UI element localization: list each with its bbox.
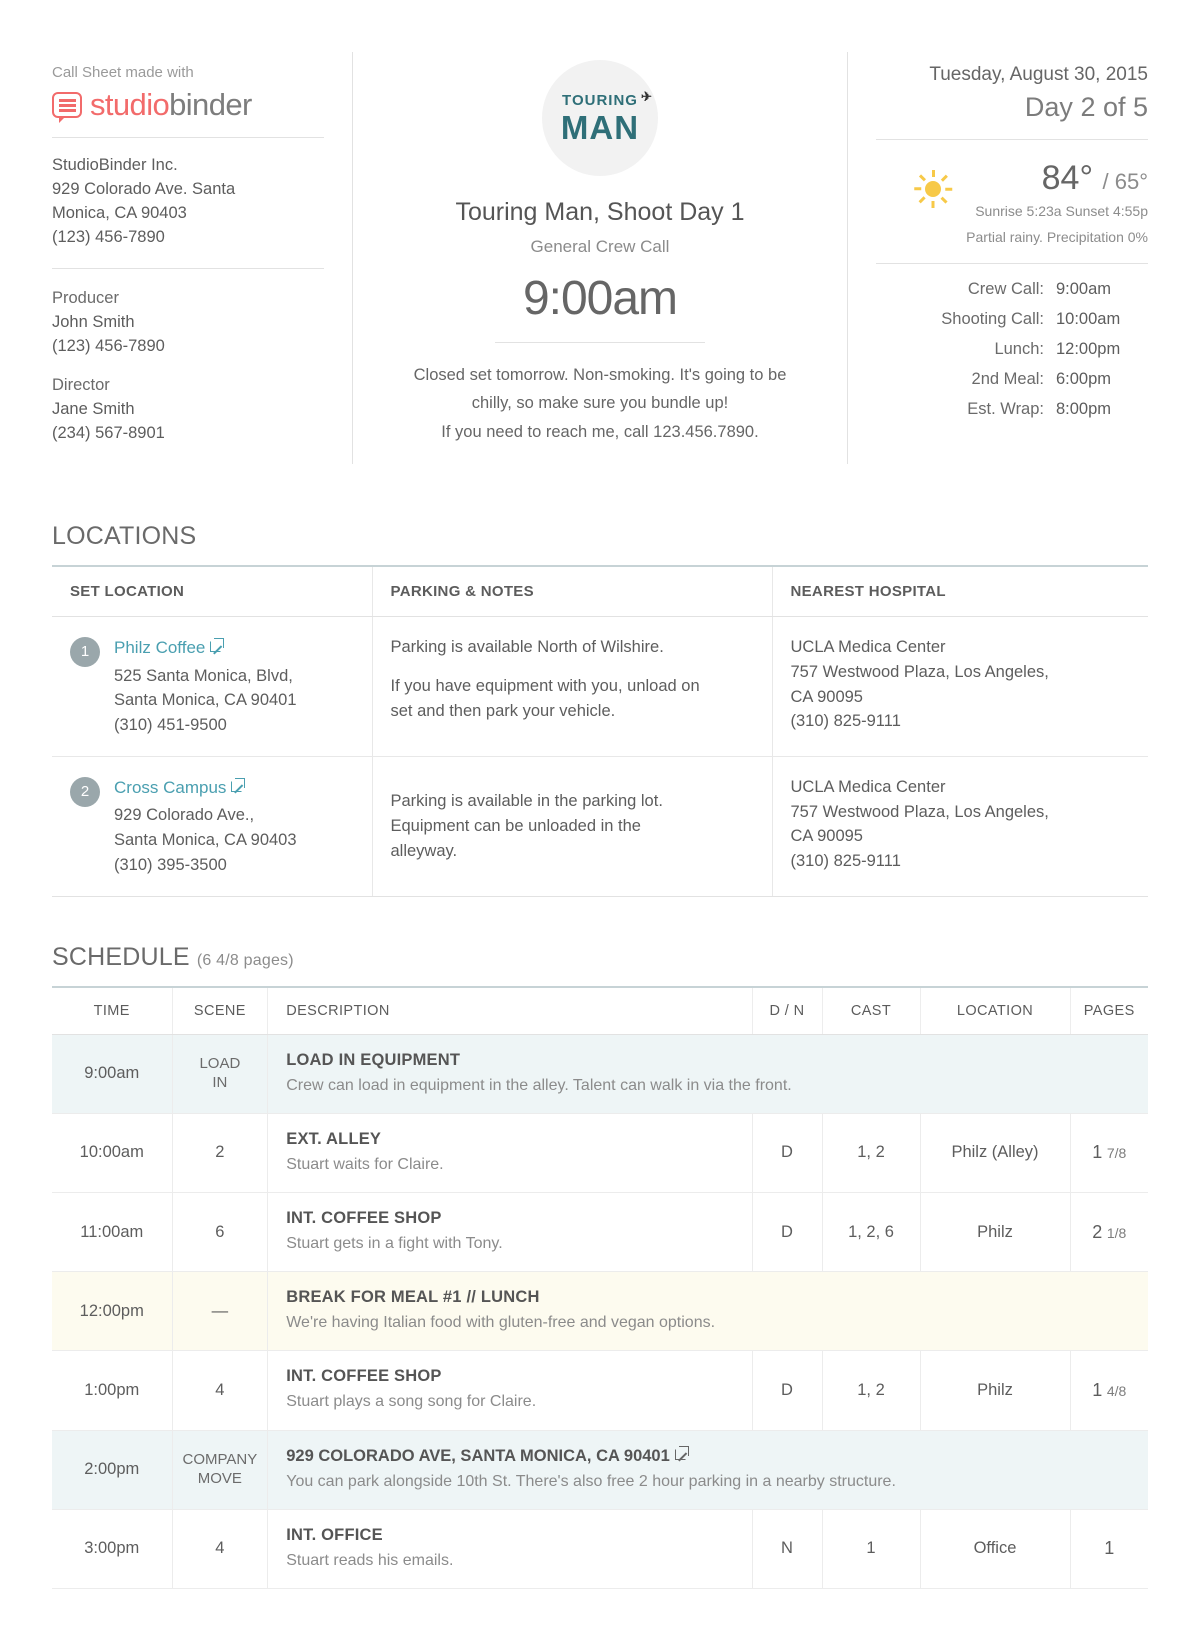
company-move-address xyxy=(286,1447,1130,1466)
schedule-scene: 2 xyxy=(172,1113,268,1192)
schedule-section-title xyxy=(52,943,1148,972)
schedule-description-sub: Crew can load in equipment in the alley. Talent can walk in via the front. xyxy=(286,1076,792,1094)
call-time-row xyxy=(876,370,1148,389)
contact-producer-role: Producer xyxy=(52,288,119,307)
schedule-cast: 1, 2 xyxy=(822,1113,920,1192)
schedule-scene: 4 xyxy=(172,1351,268,1430)
call-time-label: 2nd Meal: xyxy=(971,369,1044,388)
header-left-column xyxy=(52,52,352,464)
schedule-table xyxy=(52,986,1148,1589)
call-time-label: Lunch: xyxy=(994,339,1044,358)
schedule-pages-fraction: 4/8 xyxy=(1106,1382,1127,1399)
airplane-icon: ✈ xyxy=(641,88,653,104)
hospital-cell xyxy=(772,617,1148,757)
shoot-day-counter: Day 2 of 5 xyxy=(876,92,1148,140)
weather-conditions: Partial rainy. Precipitation 0% xyxy=(966,229,1148,246)
studiobinder-wordmark xyxy=(90,87,252,123)
schedule-description-title: EXT. ALLEY xyxy=(286,1129,382,1148)
schedule-pages-whole: 1 xyxy=(1104,1538,1115,1559)
schedule-time: 11:00am xyxy=(52,1193,172,1272)
call-time-label: Shooting Call: xyxy=(941,309,1044,328)
contact-producer-phone: (123) 456-7890 xyxy=(52,336,165,355)
call-time-label: Est. Wrap: xyxy=(967,399,1044,418)
call-time-row xyxy=(876,310,1148,329)
parking-line-3: alleyway. xyxy=(390,841,458,860)
schedule-pages xyxy=(1070,1193,1148,1272)
company-phone: (123) 456-7890 xyxy=(52,227,165,246)
schedule-scene-line-2: IN xyxy=(212,1073,228,1091)
schedule-time: 1:00pm xyxy=(52,1351,172,1430)
schedule-pages-whole: 1 xyxy=(1092,1379,1103,1400)
schedule-cast: 1, 2, 6 xyxy=(822,1193,920,1272)
schedule-location: Philz (Alley) xyxy=(920,1113,1070,1192)
parking-line-1: Parking is available North of Wilshire. xyxy=(390,638,664,657)
schedule-scene xyxy=(172,1034,268,1113)
col-time: TIME xyxy=(52,987,172,1035)
schedule-description xyxy=(268,1113,752,1192)
col-scene: SCENE xyxy=(172,987,268,1035)
contact-producer-name: John Smith xyxy=(52,312,135,331)
col-pages: PAGES xyxy=(1070,987,1148,1035)
company-name: StudioBinder Inc. xyxy=(52,156,178,174)
company-address-block xyxy=(52,138,324,269)
schedule-description-title: BREAK FOR MEAL #1 // LUNCH xyxy=(286,1288,540,1307)
production-logo xyxy=(542,60,658,176)
schedule-description xyxy=(268,1351,752,1430)
production-note-line-3: If you need to reach me, call 123.456.7890. xyxy=(441,422,759,441)
call-time-value: 6:00pm xyxy=(1056,369,1112,388)
table-row xyxy=(52,1193,1148,1272)
schedule-pages xyxy=(1070,1351,1148,1430)
schedule-scene-line-1: LOAD xyxy=(199,1054,241,1072)
col-day-night: D / N xyxy=(752,987,822,1035)
parking-notes-cell xyxy=(372,617,772,757)
brand-part-a: studio xyxy=(90,87,170,122)
contact-producer xyxy=(52,287,324,359)
schedule-time: 12:00pm xyxy=(52,1272,172,1351)
schedule-pages-whole: 2 xyxy=(1092,1221,1103,1242)
production-logo-top-text: TOURING xyxy=(562,91,638,109)
weather-block xyxy=(876,140,1148,264)
parking-line-2: Equipment can be unloaded in the xyxy=(390,816,641,835)
schedule-description-title: INT. COFFEE SHOP xyxy=(286,1209,442,1227)
production-logo-bottom: MAN xyxy=(560,108,640,146)
hospital-phone: (310) 825-9111 xyxy=(790,852,901,871)
location-cell xyxy=(52,617,372,757)
schedule-description-sub: You can park alongside 10th St. There's also free 2 hour parking in a nearby structure. xyxy=(286,1472,896,1490)
schedule-pages xyxy=(1070,1509,1148,1588)
contact-director-phone: (234) 567-8901 xyxy=(52,424,165,443)
table-row xyxy=(52,1430,1148,1509)
schedule-scene-line-1: COMPANY xyxy=(182,1450,258,1468)
locations-section-title: LOCATIONS xyxy=(52,522,197,551)
schedule-scene-line-2: MOVE xyxy=(197,1469,242,1487)
hospital-name: UCLA Medica Center xyxy=(790,638,946,657)
page-title: Touring Man, Shoot Day 1 xyxy=(455,198,745,226)
schedule-scene xyxy=(172,1430,268,1509)
col-nearest-hospital: NEAREST HOSPITAL xyxy=(772,566,1148,617)
schedule-location: Philz xyxy=(920,1351,1070,1430)
table-row xyxy=(52,1351,1148,1430)
schedule-description-sub: Stuart reads his emails. xyxy=(286,1551,454,1569)
location-number-badge: 2 xyxy=(70,777,100,807)
location-phone: (310) 395-3500 xyxy=(114,855,227,874)
hospital-name: UCLA Medica Center xyxy=(790,777,946,796)
hospital-address-2: CA 90095 xyxy=(790,827,863,846)
schedule-time: 3:00pm xyxy=(52,1509,172,1588)
hospital-address-1: 757 Westwood Plaza, Los Angeles, xyxy=(790,662,1049,681)
call-time-row xyxy=(876,280,1148,299)
call-time-value: 10:00am xyxy=(1056,309,1121,328)
location-address-2: Santa Monica, CA 90401 xyxy=(114,691,297,710)
schedule-pages-whole: 1 xyxy=(1092,1142,1103,1163)
contact-spacer xyxy=(52,358,324,374)
schedule-scene: — xyxy=(172,1272,268,1351)
schedule-time: 9:00am xyxy=(52,1034,172,1113)
call-time-label: Crew Call: xyxy=(967,279,1044,298)
weather-details xyxy=(966,160,1148,249)
general-crew-call-time: 9:00am xyxy=(522,272,678,325)
schedule-description xyxy=(268,1509,752,1588)
shoot-date: Tuesday, August 30, 2015 xyxy=(929,64,1148,85)
location-address-1: 525 Santa Monica, Blvd, xyxy=(114,666,293,685)
col-set-location: SET LOCATION xyxy=(52,566,372,617)
weather-low: / 65° xyxy=(1102,169,1148,194)
sun-icon xyxy=(914,170,952,208)
col-parking-notes: PARKING & NOTES xyxy=(372,566,772,617)
external-link-icon[interactable] xyxy=(210,641,221,652)
locations-table xyxy=(52,565,1148,897)
table-row xyxy=(52,756,1148,896)
made-with-label: Call Sheet made with xyxy=(52,64,194,81)
schedule-day-night: D xyxy=(752,1193,822,1272)
location-cell xyxy=(52,756,372,896)
external-link-icon[interactable] xyxy=(675,1449,686,1460)
schedule-scene: 6 xyxy=(172,1193,268,1272)
company-address-1: 929 Colorado Ave. Santa xyxy=(52,179,236,198)
location-link[interactable]: Cross Campus xyxy=(114,777,227,797)
call-time-value: 8:00pm xyxy=(1056,399,1112,418)
schedule-day-night: D xyxy=(752,1113,822,1192)
location-phone: (310) 451-9500 xyxy=(114,716,227,735)
schedule-time: 2:00pm xyxy=(52,1430,172,1509)
location-address-2: Santa Monica, CA 90403 xyxy=(114,831,297,850)
schedule-title-text: SCHEDULE xyxy=(52,942,190,971)
production-note-line-1: Closed set tomorrow. Non-smoking. It's going to be xyxy=(413,366,787,384)
parking-notes-cell xyxy=(372,756,772,896)
schedule-description xyxy=(268,1034,1148,1113)
studiobinder-logo xyxy=(52,87,324,138)
schedule-description-sub: Stuart waits for Claire. xyxy=(286,1155,444,1173)
company-move-address-text: 929 COLORADO AVE, SANTA MONICA, CA 90401 xyxy=(286,1446,670,1465)
hospital-cell xyxy=(772,756,1148,896)
weather-sun-times: Sunrise 5:23a Sunset 4:55p xyxy=(975,203,1148,220)
header-center-column xyxy=(352,52,848,464)
weather-high: 84° xyxy=(1041,159,1094,197)
contact-director-role: Director xyxy=(52,376,110,395)
hospital-phone: (310) 825-9111 xyxy=(790,712,901,731)
schedule-pages-fraction: 1/8 xyxy=(1106,1224,1127,1241)
company-address-2: Monica, CA 90403 xyxy=(52,203,187,222)
hospital-address-2: CA 90095 xyxy=(790,687,863,706)
schedule-location: Philz xyxy=(920,1193,1070,1272)
location-address-1: 929 Colorado Ave., xyxy=(114,806,255,825)
brand-part-b: binder xyxy=(169,87,252,122)
schedule-description-sub: Stuart gets in a fight with Tony. xyxy=(286,1235,503,1252)
call-time-value: 9:00am xyxy=(1056,279,1112,298)
parking-line-1: Parking is available in the parking lot. xyxy=(390,792,663,811)
schedule-description-title: LOAD IN EQUIPMENT xyxy=(286,1050,461,1069)
schedule-header-row xyxy=(52,987,1148,1035)
schedule-pages-note: (6 4/8 pages) xyxy=(196,951,294,969)
schedule-day-night: N xyxy=(752,1509,822,1588)
location-link[interactable]: Philz Coffee xyxy=(114,638,206,658)
parking-line-3: set and then park your vehicle. xyxy=(390,701,616,720)
hospital-address-1: 757 Westwood Plaza, Los Angeles, xyxy=(790,802,1049,821)
general-crew-call-label: General Crew Call xyxy=(530,237,670,256)
header-right-column xyxy=(848,52,1148,464)
contact-director xyxy=(52,374,324,446)
schedule-description xyxy=(268,1272,1148,1351)
location-number-badge: 1 xyxy=(70,637,100,667)
schedule-pages-fraction: 7/8 xyxy=(1106,1145,1127,1162)
col-cast: CAST xyxy=(822,987,920,1035)
schedule-scene: 4 xyxy=(172,1509,268,1588)
schedule-day-night: D xyxy=(752,1351,822,1430)
contact-director-name: Jane Smith xyxy=(52,400,135,419)
schedule-pages xyxy=(1070,1113,1148,1192)
parking-line-2: If you have equipment with you, unload on xyxy=(390,676,700,695)
center-divider xyxy=(495,342,705,343)
schedule-location: Office xyxy=(920,1509,1070,1588)
col-description: DESCRIPTION xyxy=(268,987,752,1035)
schedule-description-title: INT. COFFEE SHOP xyxy=(286,1367,442,1386)
schedule-description-sub: Stuart plays a song song for Claire. xyxy=(286,1393,537,1411)
external-link-icon[interactable] xyxy=(231,781,242,792)
studiobinder-mark-icon xyxy=(52,92,82,118)
schedule-description xyxy=(268,1430,1148,1509)
schedule-description xyxy=(268,1193,752,1272)
table-row xyxy=(52,1113,1148,1192)
table-row xyxy=(52,1272,1148,1351)
call-time-row xyxy=(876,400,1148,419)
table-row xyxy=(52,1034,1148,1113)
production-notes xyxy=(390,361,810,446)
weather-temperature xyxy=(966,160,1148,197)
table-row xyxy=(52,617,1148,757)
schedule-time: 10:00am xyxy=(52,1113,172,1192)
production-note-line-2: chilly, so make sure you bundle up! xyxy=(471,394,729,413)
col-location: LOCATION xyxy=(920,987,1070,1035)
call-times-list xyxy=(876,264,1148,419)
key-contacts-block xyxy=(52,269,324,447)
schedule-description-sub: We're having Italian food with gluten-free and vegan options. xyxy=(286,1314,716,1332)
locations-header-row xyxy=(52,566,1148,617)
call-sheet-header xyxy=(52,52,1148,476)
schedule-cast: 1 xyxy=(822,1509,920,1588)
call-time-value: 12:00pm xyxy=(1056,339,1121,358)
production-logo-top xyxy=(562,88,653,109)
table-row xyxy=(52,1509,1148,1588)
schedule-description-title: INT. OFFICE xyxy=(286,1525,383,1544)
call-time-row xyxy=(876,340,1148,359)
schedule-cast: 1, 2 xyxy=(822,1351,920,1430)
